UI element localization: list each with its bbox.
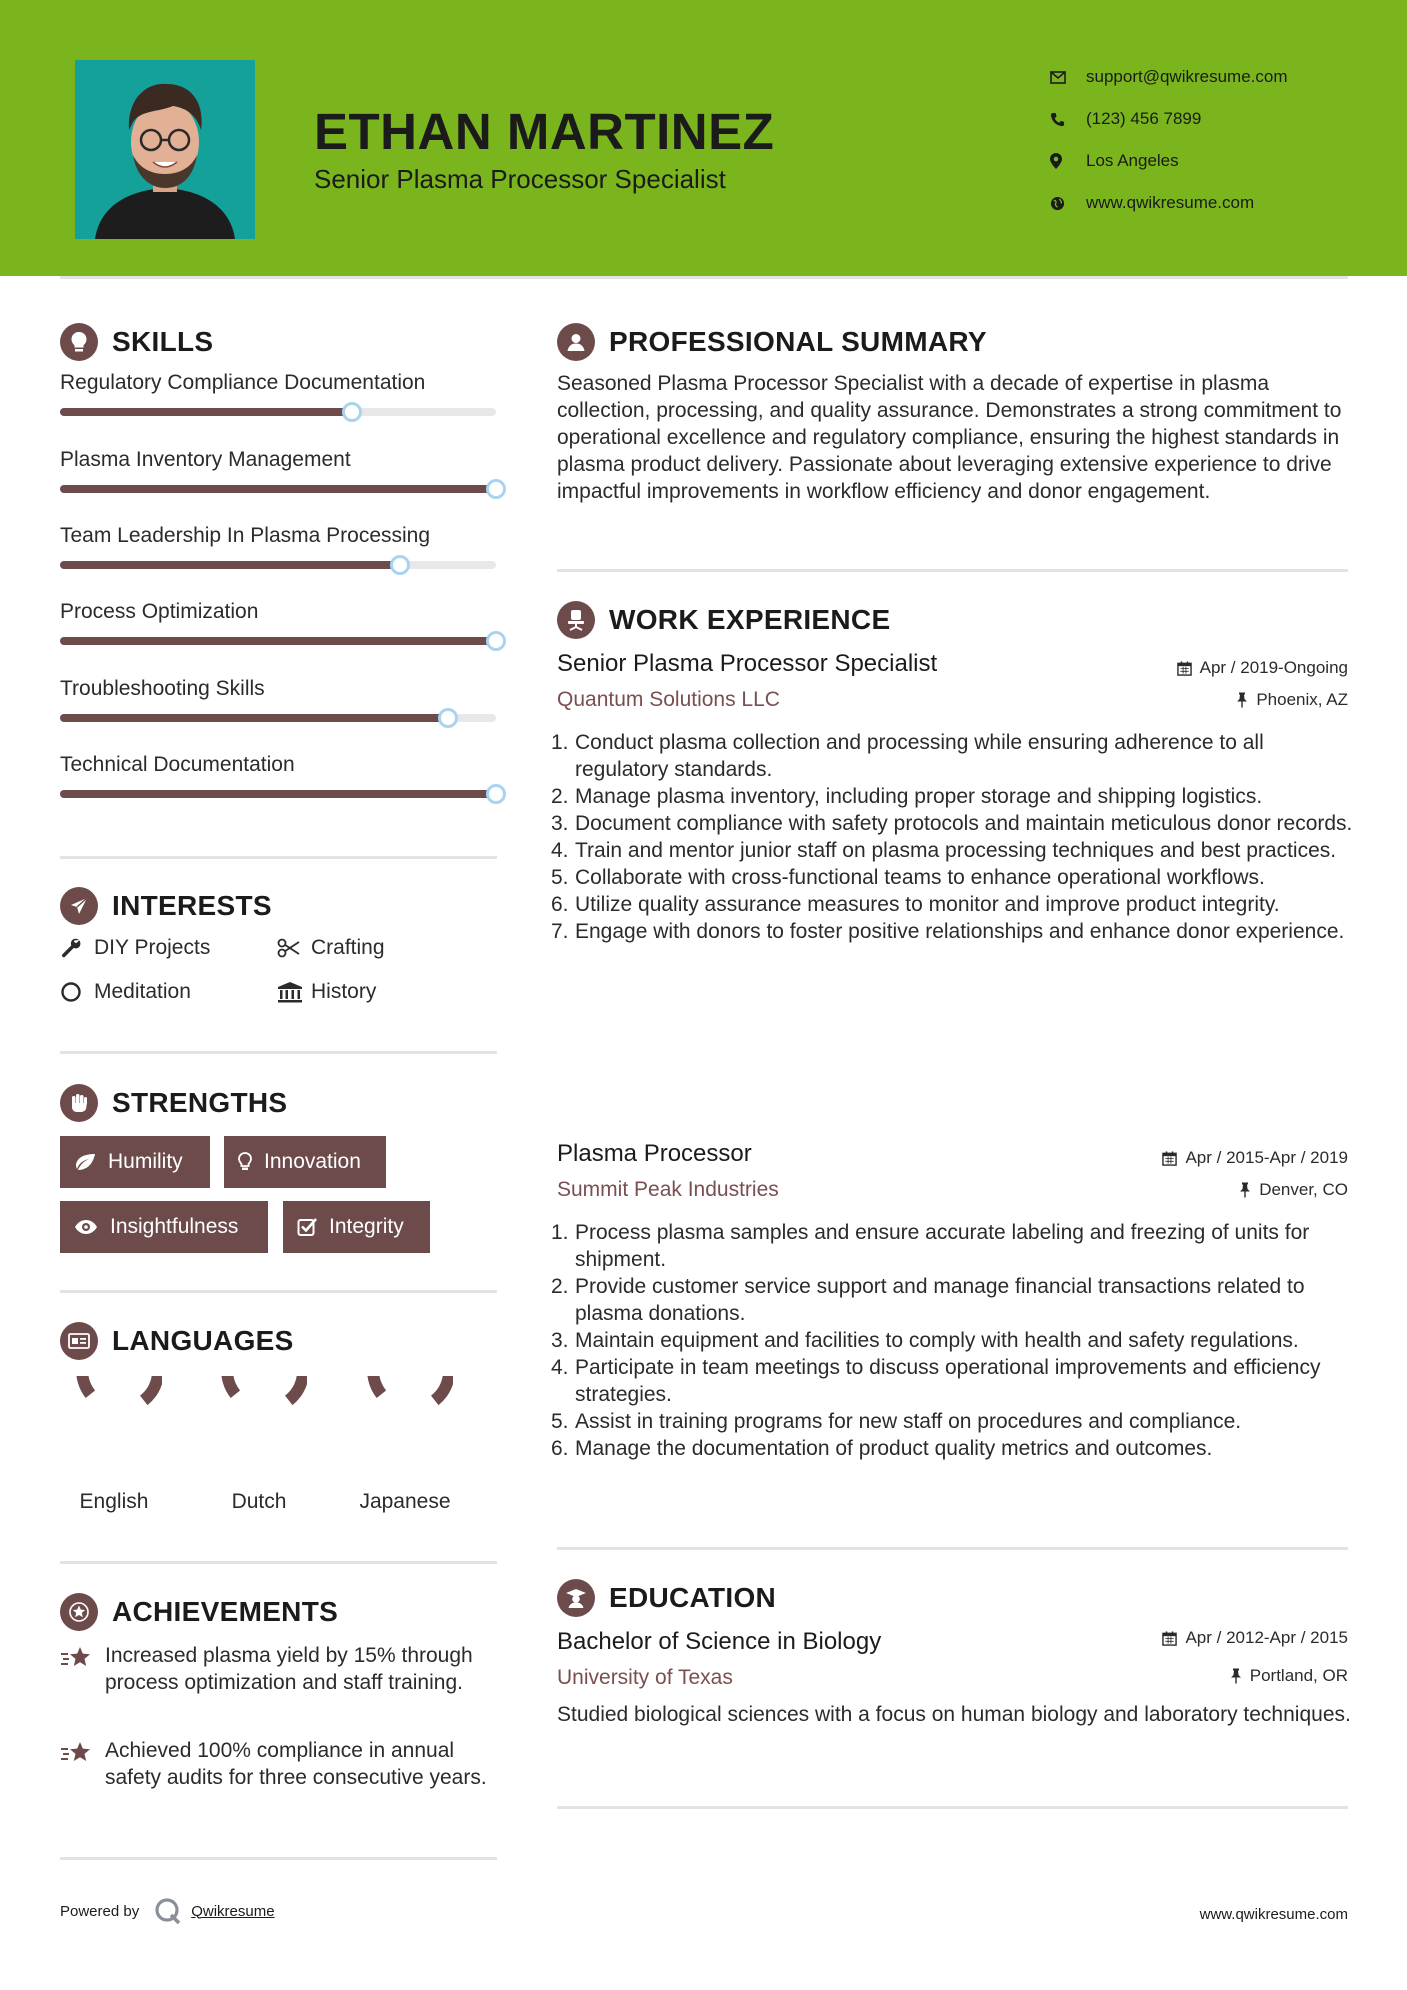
candidate-title: Senior Plasma Processor Specialist bbox=[314, 164, 726, 194]
achievements-title: ACHIEVEMENTS bbox=[112, 1596, 339, 1627]
resume-header bbox=[0, 0, 1407, 276]
candidate-name: ETHAN MARTINEZ bbox=[314, 103, 775, 160]
language-progress-ring bbox=[211, 1376, 307, 1472]
skills-title: SKILLS bbox=[112, 326, 214, 357]
paper-plane-icon bbox=[60, 887, 98, 925]
skill-bar bbox=[60, 637, 496, 645]
interest-item bbox=[277, 936, 385, 960]
list-item: 7. Engage with donors to foster positive relationships and enhance donor experience. bbox=[551, 920, 1345, 943]
check-square-icon bbox=[297, 1217, 317, 1237]
summary-heading bbox=[557, 323, 987, 361]
skill-bar-fill bbox=[60, 561, 400, 569]
interest-item bbox=[60, 980, 191, 1004]
achievement-item bbox=[60, 1737, 500, 1791]
strengths-title: STRENGTHS bbox=[112, 1087, 288, 1118]
circle-icon bbox=[60, 981, 94, 1003]
skill-bar bbox=[60, 485, 496, 493]
section-divider bbox=[60, 1857, 497, 1860]
list-item: 3. Document compliance with safety protocols and maintain meticulous donor records. bbox=[551, 812, 1353, 835]
skill-bar bbox=[60, 408, 496, 416]
list-item: 5. Collaborate with cross-functional teams to enhance operational workflows. bbox=[551, 866, 1265, 889]
strength-label: Insightfulness bbox=[110, 1215, 239, 1238]
envelope-icon bbox=[1050, 71, 1086, 84]
section-divider bbox=[60, 1561, 497, 1564]
section-divider bbox=[60, 856, 497, 859]
language-label: English bbox=[79, 1490, 149, 1513]
education-dates-text: Apr / 2012-Apr / 2015 bbox=[1185, 1628, 1348, 1647]
language-item bbox=[194, 1376, 324, 1514]
skill-item bbox=[60, 371, 500, 395]
contact-website[interactable] bbox=[1050, 182, 1288, 224]
language-item bbox=[340, 1376, 470, 1514]
powered-by-text: Powered by bbox=[60, 1902, 140, 1920]
skill-item bbox=[60, 448, 500, 472]
education-dates bbox=[1162, 1628, 1348, 1648]
skill-slider-knob[interactable] bbox=[486, 631, 506, 651]
strength-badge bbox=[60, 1136, 210, 1188]
job-dates-text: Apr / 2015-Apr / 2019 bbox=[1185, 1148, 1348, 1167]
leaf-icon bbox=[74, 1153, 96, 1171]
education-location bbox=[1230, 1666, 1348, 1686]
footer-powered-by bbox=[60, 1896, 275, 1926]
star-badge-icon bbox=[60, 1593, 98, 1631]
languages-heading bbox=[60, 1322, 294, 1360]
achievement-text: Increased plasma yield by 15% through process optimization and staff training. bbox=[105, 1644, 473, 1694]
language-progress-ring bbox=[66, 1376, 162, 1472]
skill-label: Technical Documentation bbox=[60, 753, 295, 776]
achievement-item bbox=[60, 1642, 500, 1696]
list-item: 1. Conduct plasma collection and processing while ensuring adherence to all regulatory standards. bbox=[551, 731, 1264, 781]
language-card-icon bbox=[60, 1322, 98, 1360]
contact-phone[interactable] bbox=[1050, 98, 1288, 140]
contact-location bbox=[1050, 140, 1288, 182]
contact-email-text: support@qwikresume.com bbox=[1086, 67, 1288, 86]
pushpin-icon bbox=[1236, 692, 1248, 708]
skill-bar-fill bbox=[60, 637, 496, 645]
strengths-heading bbox=[60, 1084, 287, 1122]
skill-slider-knob[interactable] bbox=[438, 708, 458, 728]
skill-item bbox=[60, 753, 500, 777]
skill-label: Process Optimization bbox=[60, 600, 259, 623]
education-heading bbox=[557, 1579, 776, 1617]
skill-item bbox=[60, 677, 500, 701]
strength-label: Integrity bbox=[329, 1215, 404, 1238]
interest-label: Meditation bbox=[94, 980, 191, 1003]
list-item: 2. Provide customer service support and manage financial transactions related to plasma donations. bbox=[551, 1275, 1305, 1325]
job-responsibilities bbox=[551, 729, 1357, 945]
strength-label: Humility bbox=[108, 1150, 183, 1173]
list-item: 4. Participate in team meetings to discuss operational improvements and efficiency strategies. bbox=[551, 1356, 1321, 1406]
job-title: Plasma Processor bbox=[557, 1140, 752, 1167]
degree-title: Bachelor of Science in Biology bbox=[557, 1628, 882, 1655]
globe-icon bbox=[1050, 196, 1086, 211]
languages-title: LANGUAGES bbox=[112, 1325, 294, 1356]
skill-bar bbox=[60, 714, 496, 722]
list-item: 4. Train and mentor junior staff on plasma processing techniques and best practices. bbox=[551, 839, 1337, 862]
skill-item bbox=[60, 524, 500, 548]
skill-label: Team Leadership In Plasma Processing bbox=[60, 524, 431, 547]
skill-slider-knob[interactable] bbox=[486, 479, 506, 499]
skill-bar-fill bbox=[60, 714, 448, 722]
skill-slider-knob[interactable] bbox=[342, 402, 362, 422]
section-divider bbox=[557, 569, 1348, 572]
profile-photo bbox=[75, 60, 255, 239]
strength-badge bbox=[60, 1201, 268, 1253]
skill-label: Troubleshooting Skills bbox=[60, 677, 265, 700]
section-divider bbox=[557, 1547, 1348, 1550]
office-chair-icon bbox=[557, 601, 595, 639]
interest-label: History bbox=[311, 980, 377, 1003]
job-dates bbox=[1162, 1148, 1348, 1168]
graduate-icon bbox=[557, 1579, 595, 1617]
skill-bar bbox=[60, 561, 496, 569]
skill-bar-fill bbox=[60, 485, 496, 493]
strength-badge bbox=[283, 1201, 430, 1253]
strength-label: Innovation bbox=[264, 1150, 361, 1173]
star-icon bbox=[60, 1737, 105, 1791]
skill-label: Plasma Inventory Management bbox=[60, 448, 351, 471]
interests-heading bbox=[60, 887, 272, 925]
calendar-icon bbox=[1162, 1631, 1177, 1646]
achievements-heading bbox=[60, 1593, 338, 1631]
list-item: 1. Process plasma samples and ensure accurate labeling and freezing of units for shipment. bbox=[551, 1221, 1310, 1271]
map-pin-icon bbox=[1050, 153, 1086, 169]
language-progress-ring bbox=[357, 1376, 453, 1472]
pushpin-icon bbox=[1239, 1182, 1251, 1198]
list-item: 2. Manage plasma inventory, including proper storage and shipping logistics. bbox=[551, 785, 1263, 808]
experience-heading bbox=[557, 601, 890, 639]
list-item: 6. Manage the documentation of product quality metrics and outcomes. bbox=[551, 1437, 1213, 1460]
language-label: Japanese bbox=[359, 1490, 451, 1513]
interest-item bbox=[60, 936, 210, 960]
calendar-icon bbox=[1162, 1151, 1177, 1166]
star-icon bbox=[60, 1642, 105, 1696]
interest-label: DIY Projects bbox=[94, 936, 211, 959]
interest-label: Crafting bbox=[311, 936, 385, 959]
section-divider bbox=[60, 1051, 497, 1054]
company-name: Summit Peak Industries bbox=[557, 1178, 779, 1201]
skill-item bbox=[60, 600, 500, 624]
wrench-icon bbox=[60, 937, 94, 959]
school-name: University of Texas bbox=[557, 1666, 733, 1689]
language-item bbox=[49, 1376, 179, 1514]
education-title: EDUCATION bbox=[609, 1582, 777, 1613]
lightbulb-icon bbox=[60, 323, 98, 361]
pushpin-icon bbox=[1230, 1668, 1242, 1684]
skill-slider-knob[interactable] bbox=[486, 784, 506, 804]
job-location-text: Denver, CO bbox=[1259, 1180, 1348, 1199]
experience-title: WORK EXPERIENCE bbox=[609, 604, 891, 635]
contact-list bbox=[1050, 56, 1288, 224]
contact-phone-text: (123) 456 7899 bbox=[1086, 109, 1202, 128]
skill-bar-fill bbox=[60, 408, 352, 416]
skills-heading bbox=[60, 323, 213, 361]
scissors-icon bbox=[277, 938, 311, 958]
section-divider bbox=[557, 1806, 1348, 1809]
header-divider bbox=[60, 276, 1348, 279]
job-title: Senior Plasma Processor Specialist bbox=[557, 650, 938, 677]
achievement-text: Achieved 100% compliance in annual safety audits for three consecutive years. bbox=[105, 1739, 487, 1789]
bank-icon bbox=[277, 981, 311, 1003]
contact-website-text: www.qwikresume.com bbox=[1086, 193, 1255, 212]
education-description: Studied biological sciences with a focus on human biology and laboratory techniques. bbox=[557, 1703, 1351, 1726]
phone-icon bbox=[1050, 112, 1086, 127]
language-label: Dutch bbox=[231, 1490, 287, 1513]
list-item: 5. Assist in training programs for new staff on procedures and compliance. bbox=[551, 1410, 1242, 1433]
section-divider bbox=[60, 1290, 497, 1293]
lightbulb-icon bbox=[238, 1152, 252, 1172]
interest-item bbox=[277, 980, 376, 1004]
interests-title: INTERESTS bbox=[112, 890, 272, 921]
list-item: 3. Maintain equipment and facilities to comply with health and safety regulations. bbox=[551, 1329, 1299, 1352]
calendar-icon bbox=[1177, 661, 1192, 676]
education-location-text: Portland, OR bbox=[1249, 1666, 1348, 1685]
skill-label: Regulatory Compliance Documentation bbox=[60, 371, 426, 394]
job-location bbox=[1236, 690, 1348, 710]
job-location-text: Phoenix, AZ bbox=[1256, 690, 1348, 709]
skill-bar-fill bbox=[60, 790, 496, 798]
skill-slider-knob[interactable] bbox=[390, 555, 410, 575]
eye-icon bbox=[74, 1219, 98, 1235]
user-icon bbox=[557, 323, 595, 361]
contact-location-text: Los Angeles bbox=[1086, 151, 1179, 170]
skill-bar bbox=[60, 790, 496, 798]
company-name: Quantum Solutions LLC bbox=[557, 688, 780, 711]
footer-url[interactable]: www.qwikresume.com bbox=[1199, 1906, 1348, 1923]
summary-text: Seasoned Plasma Processor Specialist with a decade of expertise in plasma collection, processing, and quality assurance. Demonstrates a strong commitment to operational excellence and regulatory compliance, ensuring the highest standards in plasma product delivery. Passionate about leveraging extensive experience to drive impactful improvements in workflow efficiency and donor engagement. bbox=[557, 372, 1342, 503]
qwikresume-link[interactable]: Qwikresume bbox=[191, 1902, 275, 1920]
job-responsibilities bbox=[551, 1219, 1357, 1462]
fist-icon bbox=[60, 1084, 98, 1122]
strength-badge bbox=[224, 1136, 386, 1188]
list-item: 6. Utilize quality assurance measures to monitor and improve product integrity. bbox=[551, 893, 1280, 916]
job-dates-text: Apr / 2019-Ongoing bbox=[1199, 658, 1348, 677]
qwikresume-logo-icon bbox=[153, 1896, 183, 1926]
job-location bbox=[1239, 1180, 1348, 1200]
summary-title: PROFESSIONAL SUMMARY bbox=[609, 326, 987, 357]
contact-email[interactable] bbox=[1050, 56, 1288, 98]
job-dates bbox=[1177, 658, 1348, 678]
